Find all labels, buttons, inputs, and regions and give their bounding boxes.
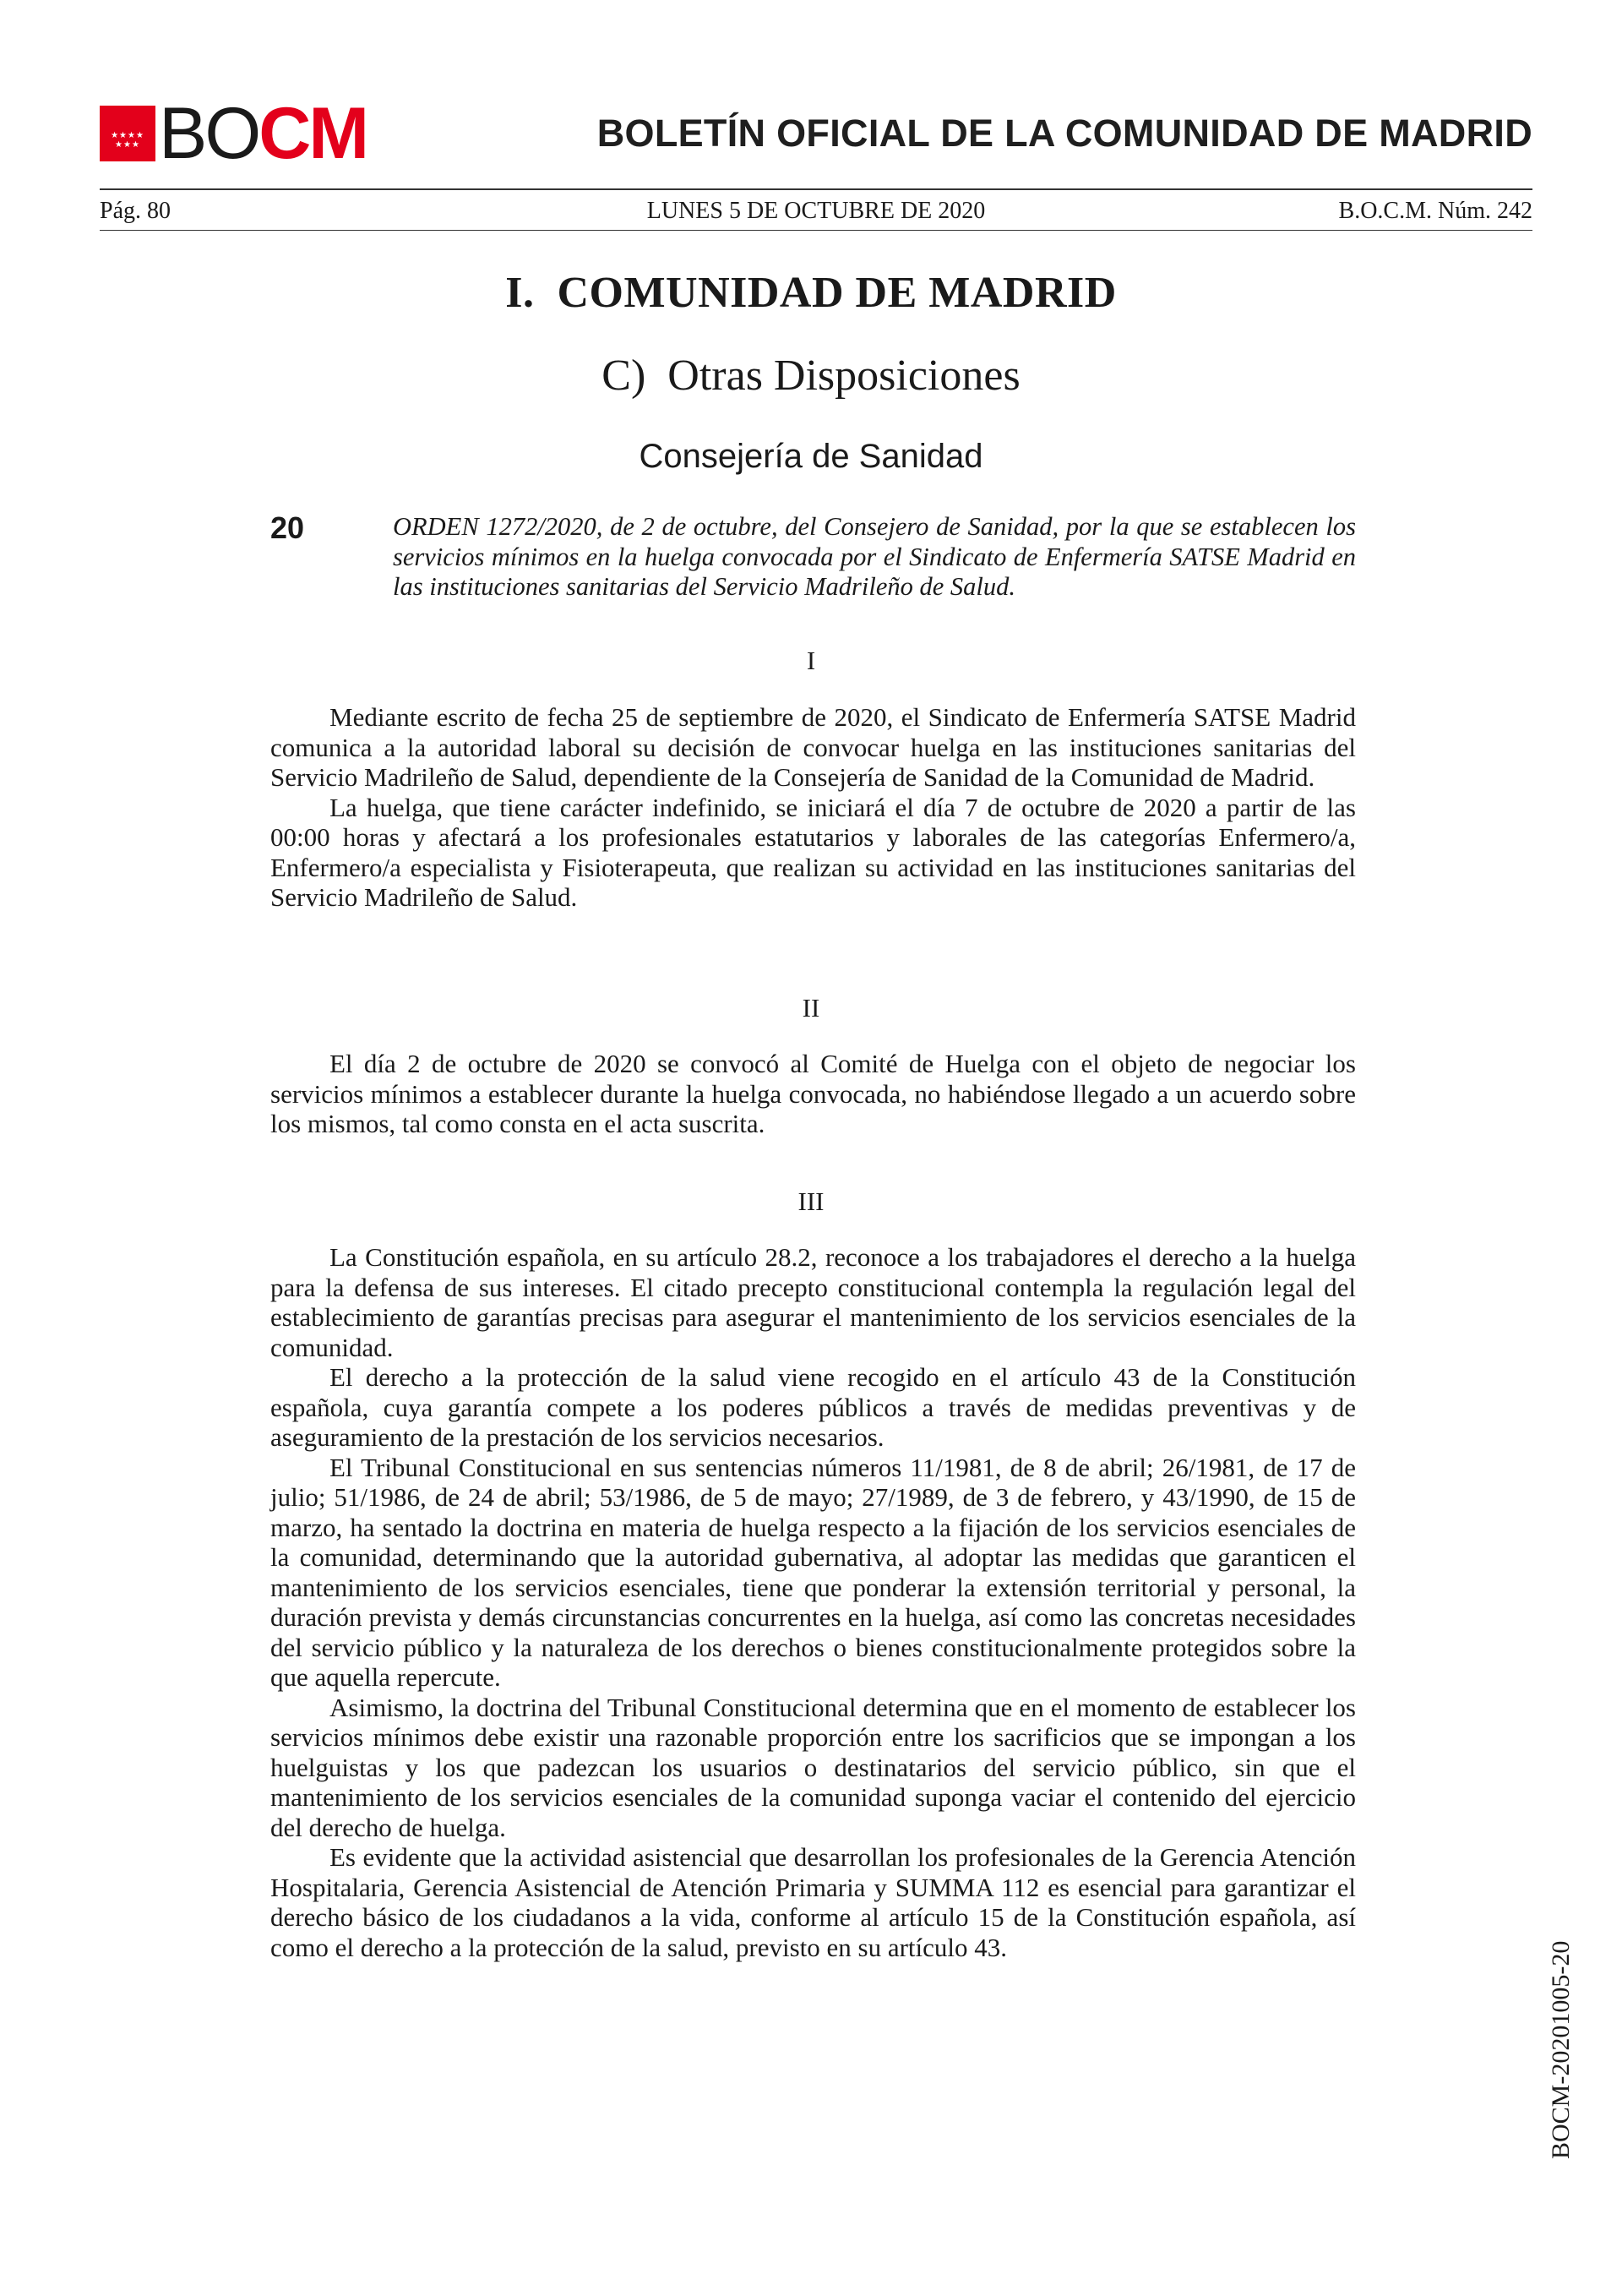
paragraph: Mediante escrito de fecha 25 de septiembre de 2020, el Sindicato de Enfermería SATSE Madrid comunica a la autoridad laboral su decisión de convocar huelga en las instituciones sanitarias del Servicio Madrileño de Salud, dependiente de la Consejería de Sanidad de la Comunidad de Madrid. — [270, 702, 1356, 792]
part-ii-body — [270, 1049, 1356, 1139]
document-code: BOCM-20201005-20 — [1547, 1940, 1575, 2159]
part-heading-ii: II — [802, 993, 820, 1023]
logo-stars: ★★★★ ★★★ — [111, 131, 144, 150]
section-title: I. COMUNIDAD DE MADRID — [505, 269, 1117, 317]
paragraph: La huelga, que tiene carácter indefinido, se iniciará el día 7 de octubre de 2020 a partir de las 00:00 horas y afectará a los profesionales estatutarios y laborales de las categorías Enfermero/a, Enfermero/a especialista y Fisioterapeuta, que realizan su actividad en las instituciones sanitarias del Servicio Madrileño de Salud. — [270, 792, 1356, 912]
paragraph: El día 2 de octubre de 2020 se convocó al Comité de Huelga con el objeto de negociar los servicios mínimos a establecer durante la huelga convocada, no habiéndose llegado a un acuerdo sobre los mismos, tal como consta en el acta suscrita. — [270, 1049, 1356, 1138]
header-rule — [100, 230, 1532, 231]
logo-text-cm: CM — [259, 93, 367, 174]
top-rule — [100, 188, 1532, 190]
bulletin-title: BOLETÍN OFICIAL DE LA COMUNIDAD DE MADRID — [596, 112, 1532, 155]
part-iii-body — [270, 1242, 1356, 1962]
part-i-body — [270, 702, 1356, 913]
paragraph: El Tribunal Constitucional en sus sentencias números 11/1981, de 8 de abril; 26/1981, de 17 de julio; 51/1986, de 24 de abril; 53/1986, de 5 de mayo; 27/1989, de 3 de febrero, y 43/1990, de 15 de marzo, ha sentado la doctrina en materia de huelga respecto a la fijación de los servicios esenciales de la comunidad, determinando que la autoridad gubernativa, al adoptar las medidas que garanticen el mantenimiento de los servicios esenciales, tiene que ponderar la extensión territorial y personal, la duración prevista y demás circunstancias concurrentes en la huelga, así como las concretas necesidades del servicio público y la naturaleza de los derechos o bienes constitucionalmente protegidos sobre la que aquella repercute. — [270, 1452, 1356, 1692]
masthead — [100, 93, 1532, 174]
department-heading: Consejería de Sanidad — [639, 438, 983, 475]
section-subtitle: C) Otras Disposiciones — [601, 352, 1021, 400]
bocm-logo — [100, 93, 367, 174]
running-header — [100, 194, 1532, 228]
paragraph: La Constitución española, en su artículo 28.2, reconoce a los trabajadores el derecho a la huelga para la defensa de sus intereses. El citado precepto constitucional contempla la regulación legal del establecimiento de garantías precisas para asegurar el mantenimiento de los servicios esenciales de la comunidad. — [270, 1242, 1356, 1362]
part-heading-i: I — [806, 646, 816, 675]
order-number: 20 — [270, 510, 305, 545]
order-summary: ORDEN 1272/2020, de 2 de octubre, del Consejero de Sanidad, por la que se establecen los servicios mínimos en la huelga convocada por el Sindicato de Enfermería SATSE Madrid en las instituciones sanitarias del Servicio Madrileño de Salud. — [393, 512, 1356, 601]
madrid-flag-icon — [100, 106, 155, 161]
issue-number: B.O.C.M. Núm. 242 — [1338, 198, 1532, 224]
paragraph: El derecho a la protección de la salud viene recogido en el artículo 43 de la Constitución española, cuya garantía compete a los poderes públicos a través de medidas preventivas y de aseguramiento de la prestación de los servicios necesarios. — [270, 1362, 1356, 1452]
paragraph: Asimismo, la doctrina del Tribunal Constitucional determina que en el momento de establecer los servicios mínimos debe existir una razonable proporción entre los sacrificios que se impongan a los huelguistas y los que padezcan los usuarios o destinatarios del servicio público, sin que el mantenimiento de los servicios esenciales de la comunidad suponga vaciar el contenido del ejercicio del derecho de huelga. — [270, 1692, 1356, 1842]
page-number: Pág. 80 — [100, 198, 171, 224]
logo-text — [159, 93, 367, 174]
issue-date: LUNES 5 DE OCTUBRE DE 2020 — [646, 198, 986, 224]
logo-text-bo: BO — [159, 93, 259, 174]
part-heading-iii: III — [797, 1186, 825, 1216]
paragraph: Es evidente que la actividad asistencial que desarrollan los profesionales de la Gerencia Atención Hospitalaria, Gerencia Asistencial de Atención Primaria y SUMMA 112 es esencial para garantizar el derecho básico de los ciudadanos a la vida, conforme al artículo 15 de la Constitución española, así como el derecho a la protección de la salud, previsto en su artículo 43. — [270, 1842, 1356, 1962]
